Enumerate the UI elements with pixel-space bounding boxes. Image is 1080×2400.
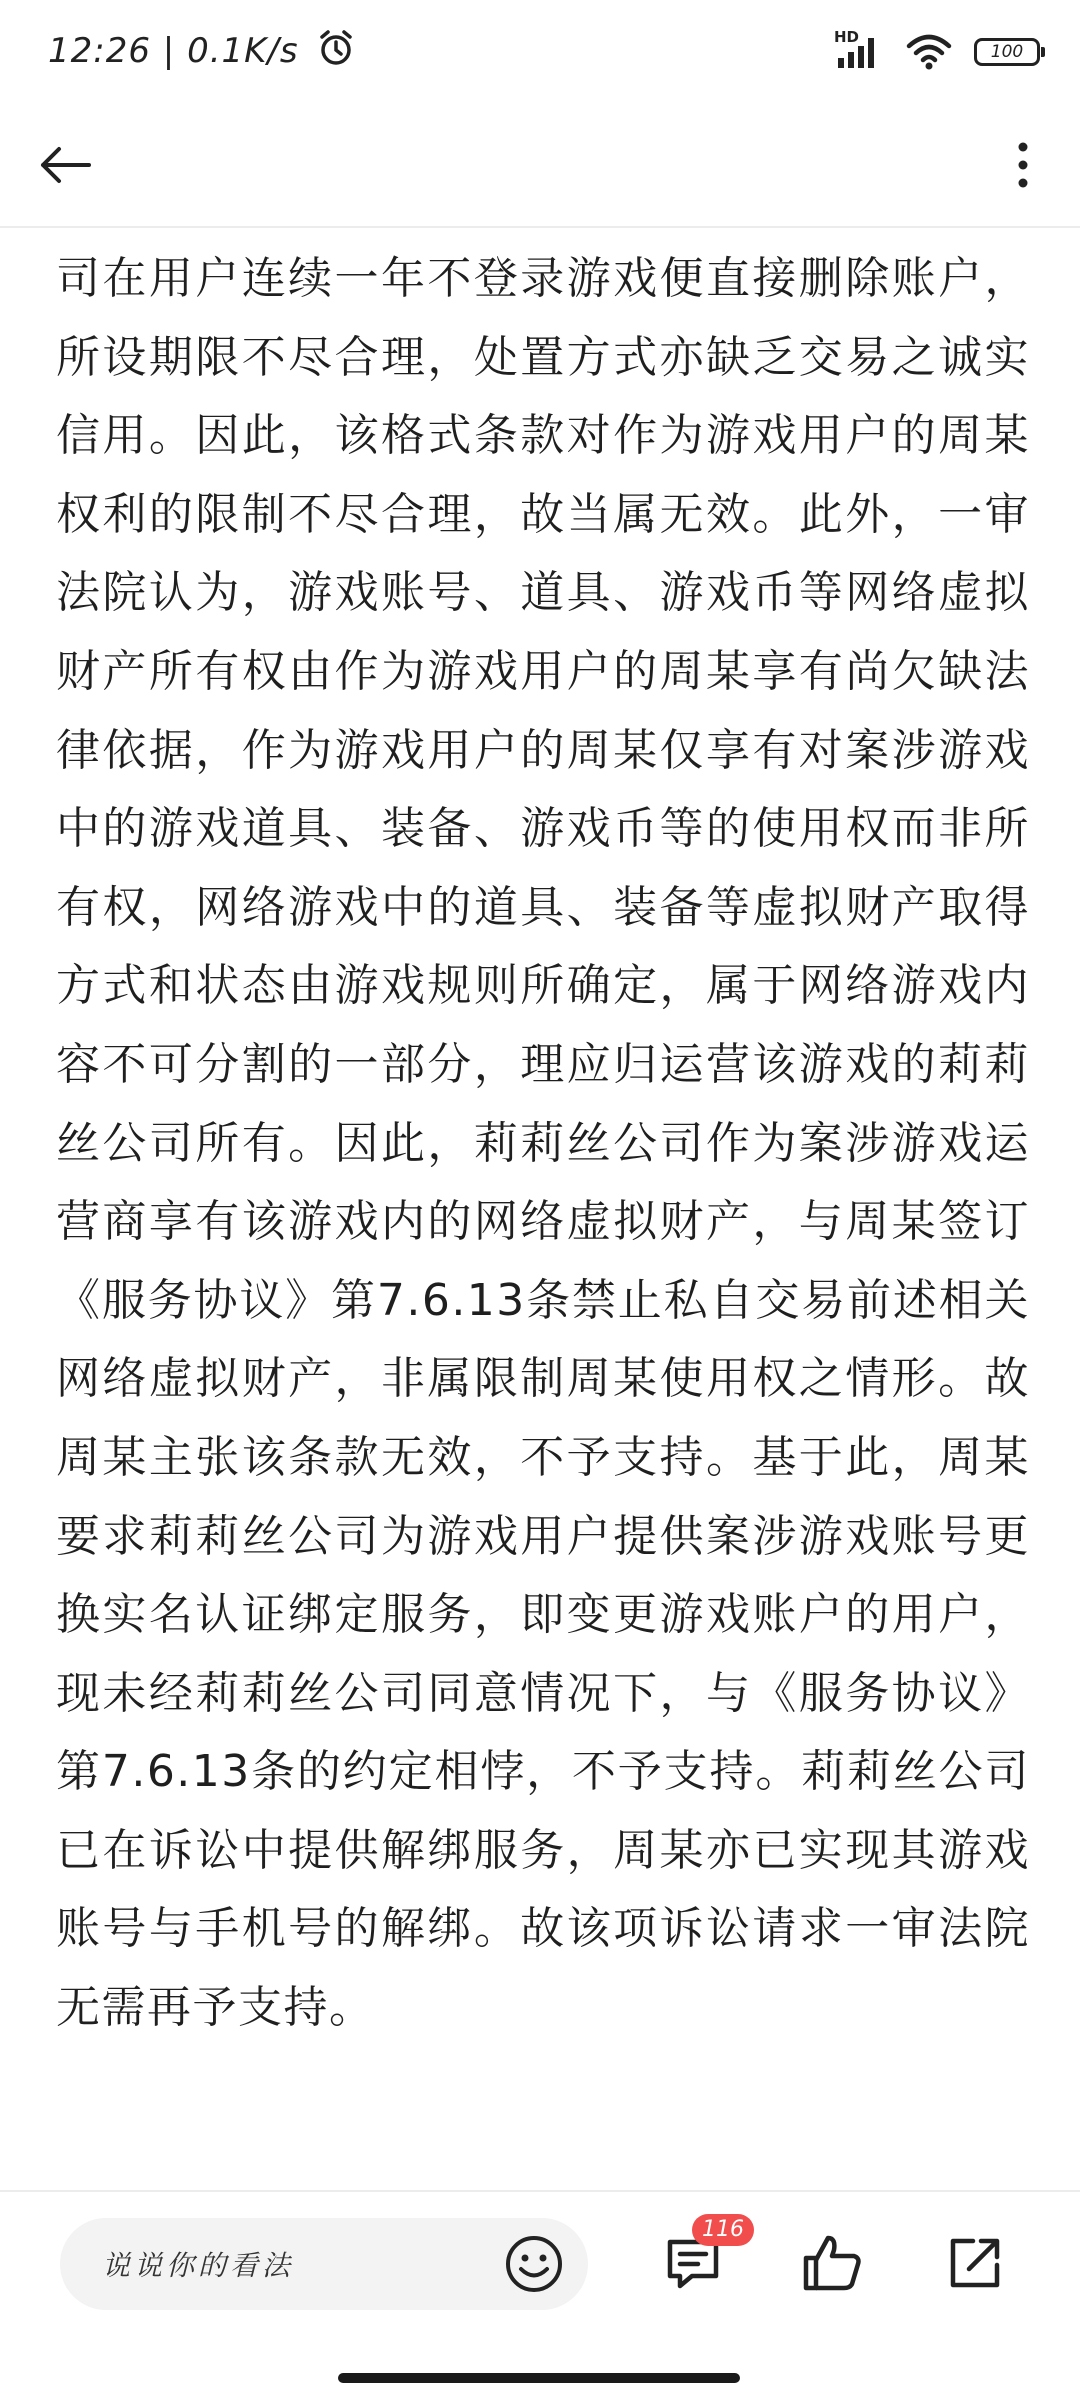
- network-speed: 0.1K/s: [187, 31, 299, 71]
- back-arrow-icon: [37, 145, 93, 185]
- share-icon: [945, 2233, 1005, 2293]
- comment-placeholder: 说说你的看法: [102, 2249, 295, 2282]
- network-type-label: HD: [834, 28, 860, 46]
- status-icons: [834, 30, 1040, 74]
- home-indicator[interactable]: [338, 2373, 740, 2383]
- more-vertical-icon: [1017, 141, 1029, 189]
- alarm-icon: [316, 28, 356, 77]
- signal-icon: [834, 28, 884, 72]
- comments-button[interactable]: [658, 2217, 744, 2298]
- battery-icon: [974, 38, 1040, 66]
- bottom-action-bar: [0, 2190, 1080, 2400]
- battery-level: 100: [990, 42, 1024, 62]
- back-button[interactable]: [30, 130, 100, 200]
- emoji-icon: [504, 2234, 564, 2294]
- like-icon: [800, 2232, 866, 2294]
- status-separator: |: [162, 31, 188, 71]
- status-time: 12:26: [48, 31, 151, 71]
- status-bar: [0, 0, 1080, 100]
- share-button[interactable]: [940, 2228, 1010, 2298]
- emoji-button[interactable]: [504, 2234, 564, 2294]
- wifi-icon: [906, 32, 952, 72]
- like-button[interactable]: [798, 2228, 868, 2298]
- comment-input[interactable]: [60, 2218, 588, 2310]
- status-time-and-speed: [48, 28, 356, 77]
- comment-count-badge: 116: [692, 2214, 754, 2246]
- app-bar: [0, 100, 1080, 228]
- more-options-button[interactable]: [988, 130, 1058, 200]
- article-content: [56, 240, 1030, 2048]
- article-paragraph: 司在用户连续一年不登录游戏便直接删除账户，所设期限不尽合理，处置方式亦缺乏交易之诚实信用。因此，该格式条款对作为游戏用户的周某权利的限制不尽合理，故当属无效。此外，一审法院认为，游戏账号、道具、游戏币等网络虚拟财产所有权由作为游戏用户的周某享有尚欠缺法律依据，作为游戏用户的周某仅享有对案涉游戏中的游戏道具、装备、游戏币等的使用权而非所有权，网络游戏中的道具、装备等虚拟财产取得方式和状态由游戏规则所确定，属于网络游戏内容不可分割的一部分，理应归运营该游戏的莉莉丝公司所有。因此，莉莉丝公司作为案涉游戏运营商享有该游戏内的网络虚拟财产，与周某签订《服务协议》第7.6.13条禁止私自交易前述相关网络虚拟财产，非属限制周某使用权之情形。故周某主张该条款无效，不予支持。基于此，周某要求莉莉丝公司为游戏用户提供案涉游戏账号更换实名认证绑定服务，即变更游戏账户的用户，现未经莉莉丝公司同意情况下，与《服务协议》第7.6.13条的约定相悖，不予支持。莉莉丝公司已在诉讼中提供解绑服务，周某亦已实现其游戏账号与手机号的解绑。故该项诉讼请求一审法院无需再予支持。: [56, 253, 1030, 2034]
